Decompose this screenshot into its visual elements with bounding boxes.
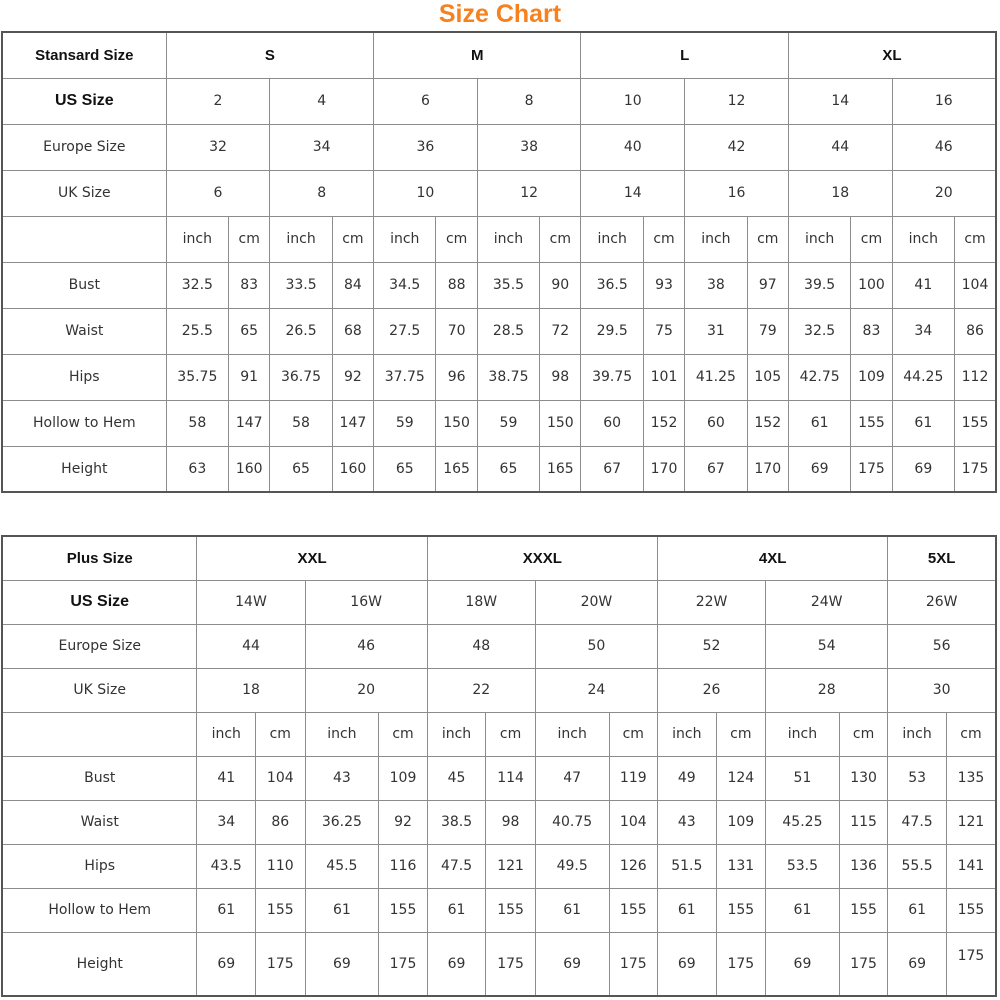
uk-size-value: 18 — [197, 668, 305, 712]
measurement-value: 115 — [839, 800, 888, 844]
measurement-value: 40.75 — [535, 800, 609, 844]
us-size-value: 4 — [270, 78, 374, 124]
us-size-label: US Size — [2, 78, 166, 124]
size-group-row — [2, 536, 996, 580]
eu-size-value: 56 — [888, 624, 996, 668]
measurement-value: 36.5 — [581, 262, 643, 308]
unit-cm-label: cm — [839, 712, 888, 756]
measurement-value: 41 — [197, 756, 256, 800]
measurement-value: 38.5 — [427, 800, 486, 844]
measurement-value: 53.5 — [766, 844, 840, 888]
measurement-value: 175 — [851, 446, 892, 492]
unit-row — [2, 216, 996, 262]
measurement-value: 119 — [609, 756, 657, 800]
measurement-value: 65 — [374, 446, 436, 492]
us-size-label: US Size — [2, 580, 197, 624]
measurement-value: 88 — [436, 262, 477, 308]
uk-size-value: 12 — [477, 170, 581, 216]
unit-inch-label: inch — [685, 216, 747, 262]
eu-size-value: 46 — [305, 624, 427, 668]
unit-inch-label: inch — [305, 712, 379, 756]
measurement-value: 100 — [851, 262, 892, 308]
corner-label: Stansard Size — [2, 32, 166, 78]
unit-inch-label: inch — [892, 216, 954, 262]
measurement-value: 67 — [581, 446, 643, 492]
measurement-value: 91 — [229, 354, 270, 400]
measurement-value: 84 — [332, 262, 373, 308]
measurement-value: 33.5 — [270, 262, 332, 308]
measurement-value: 72 — [540, 308, 581, 354]
measurement-value: 83 — [229, 262, 270, 308]
eu-size-value: 32 — [166, 124, 270, 170]
measurement-value: 69 — [197, 932, 256, 996]
measurement-value: 141 — [946, 844, 996, 888]
measurement-value: 69 — [658, 932, 717, 996]
measurement-value: 86 — [955, 308, 996, 354]
eu-size-value: 42 — [685, 124, 789, 170]
unit-cm-label: cm — [716, 712, 765, 756]
size-group-header: M — [374, 32, 581, 78]
unit-inch-label: inch — [477, 216, 539, 262]
measurement-row — [2, 308, 996, 354]
us-size-value: 10 — [581, 78, 685, 124]
unit-inch-label: inch — [197, 712, 256, 756]
measurement-value: 175 — [379, 932, 427, 996]
europe-size-row — [2, 624, 996, 668]
measurement-label: Height — [2, 446, 166, 492]
measurement-value: 109 — [716, 800, 765, 844]
eu-size-value: 44 — [788, 124, 892, 170]
measurement-value: 43 — [305, 756, 379, 800]
measurement-value: 92 — [332, 354, 373, 400]
measurement-value: 59 — [374, 400, 436, 446]
measurement-value: 136 — [839, 844, 888, 888]
us-size-value: 16W — [305, 580, 427, 624]
measurement-value: 61 — [888, 888, 947, 932]
measurement-value: 45 — [427, 756, 486, 800]
measurement-value: 175 — [716, 932, 765, 996]
us-size-value: 12 — [685, 78, 789, 124]
unit-row-blank — [2, 216, 166, 262]
us-size-value: 24W — [766, 580, 888, 624]
measurement-value: 155 — [851, 400, 892, 446]
uk-size-value: 28 — [766, 668, 888, 712]
measurement-value: 104 — [609, 800, 657, 844]
measurement-value: 61 — [658, 888, 717, 932]
measurement-value: 147 — [229, 400, 270, 446]
measurement-value: 58 — [270, 400, 332, 446]
us-size-value: 6 — [374, 78, 478, 124]
unit-row — [2, 712, 996, 756]
measurement-value: 98 — [540, 354, 581, 400]
measurement-value: 44.25 — [892, 354, 954, 400]
measurement-value: 126 — [609, 844, 657, 888]
measurement-value: 101 — [643, 354, 684, 400]
measurement-value: 130 — [839, 756, 888, 800]
measurement-value: 86 — [256, 800, 305, 844]
measurement-value: 170 — [643, 446, 684, 492]
measurement-row — [2, 262, 996, 308]
us-size-value: 16 — [892, 78, 996, 124]
us-size-value: 26W — [888, 580, 996, 624]
size-group-header: S — [166, 32, 373, 78]
eu-size-label: Europe Size — [2, 624, 197, 668]
measurement-value: 104 — [256, 756, 305, 800]
measurement-value: 170 — [747, 446, 788, 492]
eu-size-value: 54 — [766, 624, 888, 668]
measurement-value: 41 — [892, 262, 954, 308]
measurement-value: 155 — [946, 888, 996, 932]
measurement-value: 42.75 — [788, 354, 850, 400]
measurement-value: 39.75 — [581, 354, 643, 400]
unit-cm-label: cm — [851, 216, 892, 262]
measurement-value: 104 — [955, 262, 996, 308]
us-size-value: 22W — [658, 580, 766, 624]
measurement-value: 28.5 — [477, 308, 539, 354]
measurement-value: 69 — [427, 932, 486, 996]
measurement-value: 53 — [888, 756, 947, 800]
measurement-value: 35.5 — [477, 262, 539, 308]
unit-cm-label: cm — [436, 216, 477, 262]
size-group-header: L — [581, 32, 788, 78]
measurement-value: 29.5 — [581, 308, 643, 354]
measurement-value: 121 — [486, 844, 535, 888]
measurement-row — [2, 932, 996, 996]
size-group-header: 5XL — [888, 536, 996, 580]
unit-inch-label: inch — [888, 712, 947, 756]
measurement-value: 155 — [716, 888, 765, 932]
measurement-value: 65 — [229, 308, 270, 354]
measurement-row — [2, 354, 996, 400]
unit-inch-label: inch — [374, 216, 436, 262]
us-size-value: 18W — [427, 580, 535, 624]
measurement-value: 135 — [946, 756, 996, 800]
measurement-label: Bust — [2, 262, 166, 308]
measurement-value: 61 — [305, 888, 379, 932]
measurement-value: 69 — [892, 446, 954, 492]
measurement-value: 65 — [270, 446, 332, 492]
measurement-value: 131 — [716, 844, 765, 888]
measurement-value: 97 — [747, 262, 788, 308]
measurement-value: 83 — [851, 308, 892, 354]
uk-size-value: 16 — [685, 170, 789, 216]
size-group-header: 4XL — [658, 536, 888, 580]
measurement-value: 25.5 — [166, 308, 228, 354]
unit-cm-label: cm — [486, 712, 535, 756]
europe-size-row — [2, 124, 996, 170]
unit-inch-label: inch — [581, 216, 643, 262]
measurement-value: 43.5 — [197, 844, 256, 888]
measurement-value: 45.25 — [766, 800, 840, 844]
measurement-value: 61 — [892, 400, 954, 446]
measurement-value: 98 — [486, 800, 535, 844]
measurement-value: 67 — [685, 446, 747, 492]
measurement-value: 26.5 — [270, 308, 332, 354]
measurement-value: 155 — [486, 888, 535, 932]
eu-size-value: 36 — [374, 124, 478, 170]
measurement-value: 121 — [946, 800, 996, 844]
measurement-value: 110 — [256, 844, 305, 888]
unit-cm-label: cm — [379, 712, 427, 756]
measurement-value: 59 — [477, 400, 539, 446]
uk-size-label: UK Size — [2, 170, 166, 216]
measurement-value: 155 — [609, 888, 657, 932]
size-group-header: XL — [788, 32, 996, 78]
measurement-value: 175 — [609, 932, 657, 996]
measurement-row — [2, 888, 996, 932]
measurement-value — [946, 932, 996, 996]
size-group-header: XXXL — [427, 536, 657, 580]
measurement-value: 165 — [540, 446, 581, 492]
uk-size-value: 30 — [888, 668, 996, 712]
us-size-value: 2 — [166, 78, 270, 124]
measurement-value: 175 — [839, 932, 888, 996]
measurement-value: 165 — [436, 446, 477, 492]
measurement-value: 49 — [658, 756, 717, 800]
measurement-value: 69 — [766, 932, 840, 996]
measurement-label: Waist — [2, 800, 197, 844]
measurement-value: 68 — [332, 308, 373, 354]
unit-inch-label: inch — [270, 216, 332, 262]
measurement-value: 41.25 — [685, 354, 747, 400]
uk-size-label: UK Size — [2, 668, 197, 712]
measurement-value: 63 — [166, 446, 228, 492]
unit-inch-label: inch — [788, 216, 850, 262]
unit-inch-label: inch — [166, 216, 228, 262]
eu-size-value: 50 — [535, 624, 657, 668]
measurement-value: 112 — [955, 354, 996, 400]
eu-size-value: 40 — [581, 124, 685, 170]
measurement-value: 34 — [197, 800, 256, 844]
unit-cm-label: cm — [946, 712, 996, 756]
measurement-value: 58 — [166, 400, 228, 446]
us-size-value: 14W — [197, 580, 305, 624]
measurement-value: 31 — [685, 308, 747, 354]
measurement-value: 38 — [685, 262, 747, 308]
measurement-value: 109 — [851, 354, 892, 400]
unit-cm-label: cm — [229, 216, 270, 262]
measurement-value: 175 — [486, 932, 535, 996]
unit-inch-label: inch — [658, 712, 717, 756]
measurement-label: Height — [2, 932, 197, 996]
measurement-value: 37.75 — [374, 354, 436, 400]
us-size-row — [2, 78, 996, 124]
measurement-value: 69 — [888, 932, 947, 996]
unit-inch-label: inch — [427, 712, 486, 756]
measurement-value: 116 — [379, 844, 427, 888]
unit-inch-label: inch — [766, 712, 840, 756]
eu-size-value: 38 — [477, 124, 581, 170]
unit-inch-label: inch — [535, 712, 609, 756]
measurement-label: Bust — [2, 756, 197, 800]
measurement-value: 155 — [379, 888, 427, 932]
measurement-value: 69 — [788, 446, 850, 492]
measurement-value: 35.75 — [166, 354, 228, 400]
measurement-value: 96 — [436, 354, 477, 400]
uk-size-value: 20 — [892, 170, 996, 216]
corner-label: Plus Size — [2, 536, 197, 580]
uk-size-value: 26 — [658, 668, 766, 712]
us-size-row — [2, 580, 996, 624]
unit-cm-label: cm — [256, 712, 305, 756]
measurement-value: 51 — [766, 756, 840, 800]
us-size-value: 8 — [477, 78, 581, 124]
measurement-value: 34.5 — [374, 262, 436, 308]
eu-size-label: Europe Size — [2, 124, 166, 170]
measurement-value: 61 — [788, 400, 850, 446]
measurement-value: 147 — [332, 400, 373, 446]
measurement-value: 70 — [436, 308, 477, 354]
measurement-value: 51.5 — [658, 844, 717, 888]
measurement-value: 75 — [643, 308, 684, 354]
measurement-value: 69 — [305, 932, 379, 996]
uk-size-value: 8 — [270, 170, 374, 216]
measurement-value: 92 — [379, 800, 427, 844]
measurement-value: 155 — [955, 400, 996, 446]
measurement-value: 45.5 — [305, 844, 379, 888]
measurement-row — [2, 400, 996, 446]
standard-size-table — [1, 31, 997, 493]
measurement-value: 160 — [229, 446, 270, 492]
uk-size-value: 10 — [374, 170, 478, 216]
measurement-label: Hips — [2, 844, 197, 888]
measurement-value: 39.5 — [788, 262, 850, 308]
measurement-value: 60 — [685, 400, 747, 446]
measurement-value: 61 — [427, 888, 486, 932]
measurement-value: 175 — [256, 932, 305, 996]
measurement-value: 61 — [766, 888, 840, 932]
measurement-value: 109 — [379, 756, 427, 800]
uk-size-value: 18 — [788, 170, 892, 216]
measurement-value: 34 — [892, 308, 954, 354]
uk-size-value: 6 — [166, 170, 270, 216]
measurement-label: Hollow to Hem — [2, 400, 166, 446]
us-size-value: 14 — [788, 78, 892, 124]
measurement-value: 90 — [540, 262, 581, 308]
measurement-value: 155 — [839, 888, 888, 932]
measurement-value: 105 — [747, 354, 788, 400]
eu-size-value: 44 — [197, 624, 305, 668]
measurement-label: Waist — [2, 308, 166, 354]
measurement-value: 27.5 — [374, 308, 436, 354]
measurement-value: 60 — [581, 400, 643, 446]
uk-size-value: 14 — [581, 170, 685, 216]
measurement-value: 43 — [658, 800, 717, 844]
measurement-value: 47.5 — [427, 844, 486, 888]
eu-size-value: 46 — [892, 124, 996, 170]
measurement-value: 152 — [747, 400, 788, 446]
uk-size-value: 20 — [305, 668, 427, 712]
measurement-value: 32.5 — [166, 262, 228, 308]
measurement-row — [2, 446, 996, 492]
page-title: Size Chart — [438, 0, 562, 28]
measurement-value: 79 — [747, 308, 788, 354]
measurement-row — [2, 756, 996, 800]
unit-row-blank — [2, 712, 197, 756]
measurement-value: 61 — [197, 888, 256, 932]
measurement-value: 49.5 — [535, 844, 609, 888]
measurement-value: 155 — [256, 888, 305, 932]
measurement-value: 61 — [535, 888, 609, 932]
unit-cm-label: cm — [609, 712, 657, 756]
measurement-value: 160 — [332, 446, 373, 492]
measurement-value: 150 — [540, 400, 581, 446]
measurement-label: Hips — [2, 354, 166, 400]
uk-size-row — [2, 668, 996, 712]
measurement-value: 47 — [535, 756, 609, 800]
measurement-value: 175 — [955, 446, 996, 492]
measurement-value: 36.75 — [270, 354, 332, 400]
measurement-row — [2, 800, 996, 844]
measurement-value: 124 — [716, 756, 765, 800]
measurement-value: 69 — [535, 932, 609, 996]
measurement-value: 36.25 — [305, 800, 379, 844]
uk-size-value: 22 — [427, 668, 535, 712]
measurement-value: 32.5 — [788, 308, 850, 354]
unit-cm-label: cm — [540, 216, 581, 262]
measurement-value: 65 — [477, 446, 539, 492]
eu-size-value: 34 — [270, 124, 374, 170]
measurement-value: 55.5 — [888, 844, 947, 888]
measurement-value: 47.5 — [888, 800, 947, 844]
measurement-value: 93 — [643, 262, 684, 308]
measurement-value-text: 175 — [957, 947, 985, 964]
size-group-header: XXL — [197, 536, 427, 580]
unit-cm-label: cm — [955, 216, 996, 262]
us-size-value: 20W — [535, 580, 657, 624]
uk-size-value: 24 — [535, 668, 657, 712]
plus-size-table — [1, 535, 997, 997]
unit-cm-label: cm — [332, 216, 373, 262]
measurement-value: 38.75 — [477, 354, 539, 400]
uk-size-row — [2, 170, 996, 216]
eu-size-value: 52 — [658, 624, 766, 668]
unit-cm-label: cm — [747, 216, 788, 262]
size-group-row — [2, 32, 996, 78]
measurement-label: Hollow to Hem — [2, 888, 197, 932]
eu-size-value: 48 — [427, 624, 535, 668]
measurement-row — [2, 844, 996, 888]
measurement-value: 152 — [643, 400, 684, 446]
measurement-value: 150 — [436, 400, 477, 446]
unit-cm-label: cm — [643, 216, 684, 262]
measurement-value: 114 — [486, 756, 535, 800]
